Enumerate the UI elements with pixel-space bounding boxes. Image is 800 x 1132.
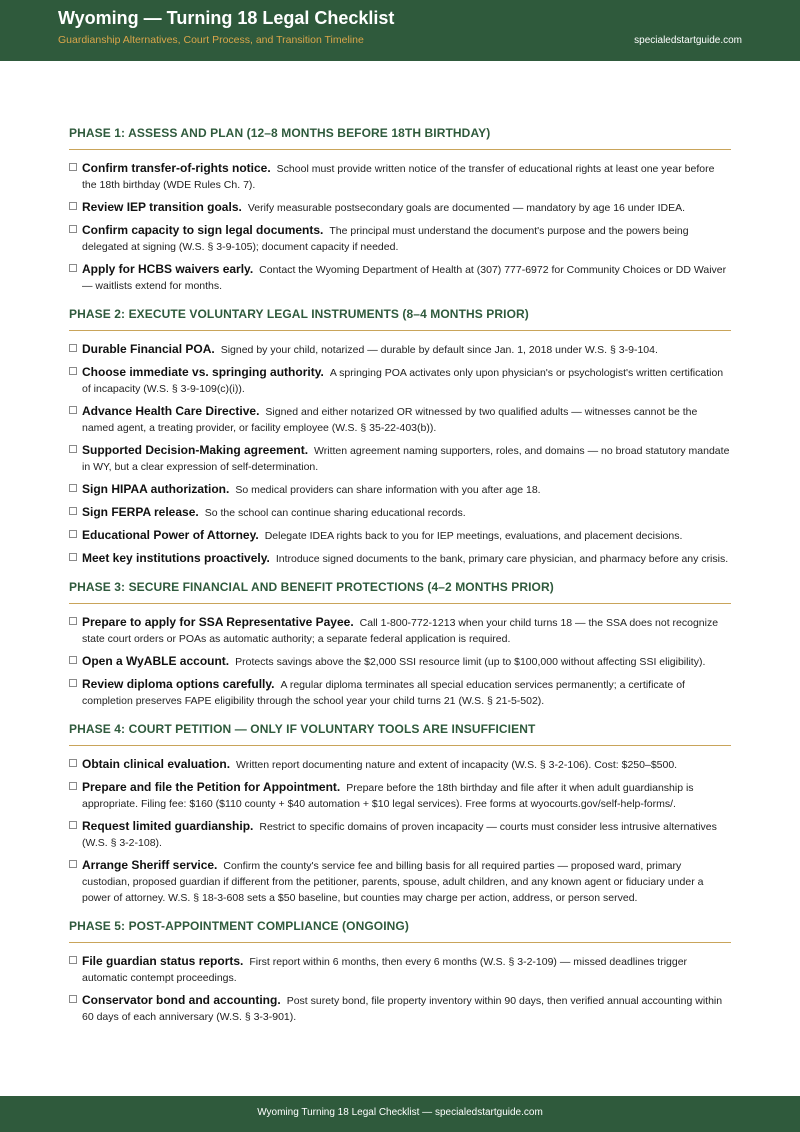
- checklist-item: [69, 442, 731, 475]
- item-label: Review IEP transition goals.: [82, 200, 242, 214]
- checklist-item: [69, 199, 731, 216]
- item-label: Durable Financial POA.: [82, 342, 215, 356]
- checkbox-icon[interactable]: [69, 163, 77, 171]
- checkbox-icon[interactable]: [69, 507, 77, 515]
- phase-section-1: [69, 126, 731, 294]
- item-label: Prepare and file the Petition for Appointment.: [82, 780, 341, 794]
- item-label: Sign FERPA release.: [82, 505, 199, 519]
- checkbox-icon[interactable]: [69, 264, 77, 272]
- item-description: Call 1-800-772-1213 when your child turns 18 — the SSA does not recognize state court orders or POAs as automatic authority; a separate federal application is required.: [82, 617, 719, 645]
- checklist-item: [69, 550, 731, 567]
- checkbox-icon[interactable]: [69, 782, 77, 790]
- item-label: Review diploma options carefully.: [82, 677, 275, 691]
- checkbox-icon[interactable]: [69, 617, 77, 625]
- item-label: Sign HIPAA authorization.: [82, 482, 230, 496]
- item-description: Protects savings above the $2,000 SSI resource limit (up to $100,000 without affecting SSI eligibility).: [235, 656, 706, 668]
- item-description: Written agreement naming supporters, roles, and domains — no broad statutory mandate in WY, but a clear expression of self-determination.: [82, 445, 730, 473]
- item-description: Delegate IDEA rights back to you for IEP meetings, evaluations, and placement decisions.: [264, 530, 683, 542]
- checklist-item: [69, 403, 731, 436]
- checklist-item: [69, 653, 731, 670]
- checkbox-icon[interactable]: [69, 956, 77, 964]
- checklist-item: [69, 527, 731, 544]
- item-label: Apply for HCBS waivers early.: [82, 262, 254, 276]
- checklist-item: [69, 222, 731, 255]
- item-description: School must provide written notice of the transfer of educational rights at least one year before the 18th birthday (WDE Rules Ch. 7).: [82, 163, 715, 191]
- checklist-item: [69, 953, 731, 986]
- item-description: Post surety bond, file property inventory within 90 days, then verified annual accounting within 60 days of each anniversary (W.S. § 3-3-901).: [82, 995, 723, 1023]
- item-label: Confirm transfer-of-rights notice.: [82, 161, 271, 175]
- checklist-item: [69, 857, 731, 906]
- checkbox-icon[interactable]: [69, 656, 77, 664]
- phase-heading: PHASE 3: SECURE FINANCIAL AND BENEFIT PROTECTIONS (4–2 MONTHS PRIOR): [69, 580, 731, 604]
- phase-section-5: [69, 919, 731, 1025]
- phase-heading: PHASE 5: POST-APPOINTMENT COMPLIANCE (ONGOING): [69, 919, 731, 943]
- item-description: Restrict to specific domains of proven incapacity — courts must consider less intrusive alternatives (W.S. § 3-2-108).: [82, 821, 717, 849]
- item-label: Educational Power of Attorney.: [82, 528, 259, 542]
- item-description: A springing POA activates only upon physician's or psychologist's written certification of incapacity (W.S. § 3-9-109(c)(i)).: [82, 367, 724, 395]
- checklist-item: [69, 261, 731, 294]
- checklist-item: [69, 364, 731, 397]
- checkbox-icon[interactable]: [69, 821, 77, 829]
- checkbox-icon[interactable]: [69, 225, 77, 233]
- page-footer: Wyoming Turning 18 Legal Checklist — specialedstartguide.com: [0, 1096, 800, 1132]
- item-label: Advance Health Care Directive.: [82, 404, 260, 418]
- checkbox-icon[interactable]: [69, 995, 77, 1003]
- item-description: Prepare before the 18th birthday and file after it when adult guardianship is appropriate. Filing fee: $160 ($110 county + $40 automation + $10 legal services). Free forms at wyocourts.gov/self-help-forms/.: [82, 782, 694, 810]
- site-url: specialedstartguide.com: [634, 35, 742, 46]
- checkbox-icon[interactable]: [69, 553, 77, 561]
- phase-section-3: [69, 580, 731, 709]
- item-label: Confirm capacity to sign legal documents.: [82, 223, 324, 237]
- checkbox-icon[interactable]: [69, 759, 77, 767]
- phase-heading: PHASE 2: EXECUTE VOLUNTARY LEGAL INSTRUMENTS (8–4 MONTHS PRIOR): [69, 307, 731, 331]
- item-description: Verify measurable postsecondary goals are documented — mandatory by age 16 under IDEA.: [247, 202, 685, 214]
- item-label: Supported Decision-Making agreement.: [82, 443, 309, 457]
- item-description: Written report documenting nature and extent of incapacity (W.S. § 3-2-106). Cost: $250–$500.: [236, 759, 678, 771]
- item-label: Request limited guardianship.: [82, 819, 254, 833]
- item-label: Arrange Sheriff service.: [82, 858, 218, 872]
- checkbox-icon[interactable]: [69, 530, 77, 538]
- checkbox-icon[interactable]: [69, 445, 77, 453]
- page-subtitle: Guardianship Alternatives, Court Process, and Transition Timeline: [58, 34, 364, 46]
- checklist-item: [69, 818, 731, 851]
- item-description: First report within 6 months, then every 6 months (W.S. § 3-2-109) — missed deadlines trigger automatic contempt proceedings.: [82, 956, 688, 984]
- checklist-item: [69, 614, 731, 647]
- phase-heading: PHASE 1: ASSESS AND PLAN (12–8 MONTHS BEFORE 18TH BIRTHDAY): [69, 126, 731, 150]
- checklist-item: [69, 160, 731, 193]
- item-description: Signed by your child, notarized — durable by default since Jan. 1, 2018 under W.S. § 3-9-104.: [220, 344, 658, 356]
- checkbox-icon[interactable]: [69, 860, 77, 868]
- item-label: Obtain clinical evaluation.: [82, 757, 231, 771]
- item-label: Choose immediate vs. springing authority.: [82, 365, 324, 379]
- checklist-content: [69, 126, 731, 1038]
- item-description: A regular diploma terminates all special education services permanently; a certificate of completion preserves FAPE eligibility through the school year your child turns 21 (W.S. § 21-5-502).: [82, 679, 685, 707]
- item-label: Prepare to apply for SSA Representative Payee.: [82, 615, 354, 629]
- item-label: Open a WyABLE account.: [82, 654, 230, 668]
- phase-section-2: [69, 307, 731, 567]
- item-description: Signed and either notarized OR witnessed by two qualified adults — witnesses cannot be the named agent, a treating provider, or facility employee (W.S. § 35-22-403(b)).: [82, 406, 698, 434]
- checklist-item: [69, 676, 731, 709]
- item-description: So medical providers can share information with you after age 18.: [235, 484, 541, 496]
- checklist-item: [69, 341, 731, 358]
- checkbox-icon[interactable]: [69, 484, 77, 492]
- page-header: [0, 0, 800, 61]
- item-description: Contact the Wyoming Department of Health at (307) 777-6972 for Community Choices or DD Waiver — waitlists extend for months.: [82, 264, 727, 292]
- item-description: So the school can continue sharing educational records.: [204, 507, 466, 519]
- checklist-item: [69, 481, 731, 498]
- checklist-item: [69, 504, 731, 521]
- item-label: File guardian status reports.: [82, 954, 244, 968]
- checkbox-icon[interactable]: [69, 679, 77, 687]
- checkbox-icon[interactable]: [69, 202, 77, 210]
- item-description: Introduce signed documents to the bank, primary care physician, and pharmacy before any crisis.: [275, 553, 729, 565]
- item-label: Conservator bond and accounting.: [82, 993, 281, 1007]
- page-title: Wyoming — Turning 18 Legal Checklist: [58, 8, 395, 28]
- checkbox-icon[interactable]: [69, 344, 77, 352]
- item-description: Confirm the county's service fee and billing basis for all required parties — proposed ward, primary custodian, proposed guardian if different from the petitioner, parents, spouse, adult children, and any known agent or fiduciary under a power of attorney. W.S. § 18-3-608 sets a $50 baseline, but counties may charge per action, address, or person served.: [82, 860, 704, 904]
- checklist-item: [69, 992, 731, 1025]
- phase-section-4: [69, 722, 731, 906]
- checklist-item: [69, 779, 731, 812]
- checkbox-icon[interactable]: [69, 367, 77, 375]
- item-label: Meet key institutions proactively.: [82, 551, 270, 565]
- checklist-item: [69, 756, 731, 773]
- checkbox-icon[interactable]: [69, 406, 77, 414]
- item-description: The principal must understand the document's purpose and the powers being delegated at signing (W.S. § 3-9-105); document capacity if needed.: [82, 225, 689, 253]
- phase-heading: PHASE 4: COURT PETITION — ONLY IF VOLUNTARY TOOLS ARE INSUFFICIENT: [69, 722, 731, 746]
